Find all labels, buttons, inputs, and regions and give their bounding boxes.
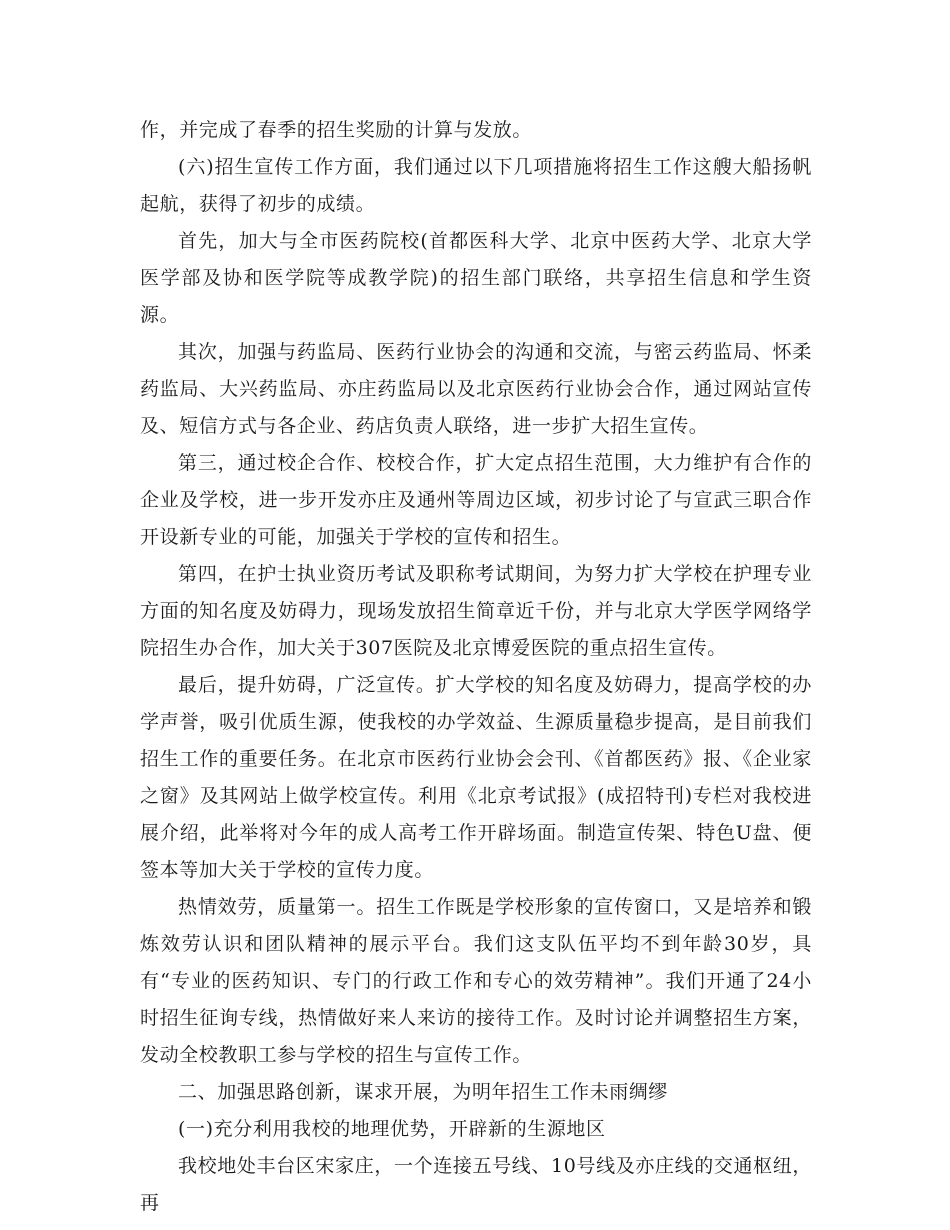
paragraph-third-measure: 第三，通过校企合作、校校合作，扩大定点招生范围，大力维护有合作的企业及学校，进一步开发亦庄及通州等周边区域，初步讨论了与宣武三职合作开设新专业的可能，加强关于学校的宣传和招生。 [140,452,812,548]
paragraph-location: 我校地处丰台区宋家庄，一个连接五号线、10号线及亦庄线的交通枢纽，再 [140,1155,812,1214]
paragraph-continuation: 作，并完成了春季的招生奖励的计算与发放。 [140,119,533,141]
subsection-heading-one: (一)充分利用我校的地理优势，开辟新的生源地区 [178,1118,606,1140]
section-heading-two: 二、加强思路创新，谋求开展，为明年招生工作未雨绸缪 [178,1081,669,1103]
paragraph-fourth-measure: 第四，在护士执业资历考试及职称考试期间，为努力扩大学校在护理专业方面的知名度及妨碍力，现场发放招生简章近千份，并与北京大学医学网络学院招生办合作，加大关于307医院及北京博爱医院的重点招生宣传。 [140,563,812,659]
paragraph-second-measure: 其次，加强与药监局、医药行业协会的沟通和交流，与密云药监局、怀柔药监局、大兴药监局、亦庄药监局以及北京医药行业协会合作，通过网站宣传及、短信方式与各企业、药店负责人联络，进一步扩大招生宣传。 [140,341,812,437]
paragraph-final-measure: 最后，提升妨碍，广泛宣传。扩大学校的知名度及妨碍力，提高学校的办学声誉，吸引优质生源，使我校的办学效益、生源质量稳步提高，是目前我们招生工作的重要任务。在北京市医药行业协会会刊、《首都医药》报、《企业家之窗》及其网站上做学校宣传。利用《北京考试报》(成招特刊)专栏对我校进展介绍，此举将对今年的成人高考工作开辟场面。制造宣传架、特色U盘、便签本等加大关于学校的宣传力度。 [140,674,812,881]
paragraph-section-six: (六)招生宣传工作方面，我们通过以下几项措施将招生工作这艘大船扬帆起航，获得了初步的成绩。 [140,156,812,215]
paragraph-first-measure: 首先，加大与全市医药院校(首都医科大学、北京中医药大学、北京大学医学部及协和医学院等成教学院)的招生部门联络，共享招生信息和学生资源。 [140,230,812,326]
paragraph-service-quality: 热情效劳，质量第一。招生工作既是学校形象的宣传窗口，又是培养和锻炼效劳认识和团队精神的展示平台。我们这支队伍平均不到年龄30岁，具有“专业的医药知识、专门的行政工作和专心的效劳精神”。我们开通了24小时招生征询专线，热情做好来人来访的接待工作。及时讨论并调整招生方案，发动全校教职工参与学校的招生与宣传工作。 [140,896,812,1066]
document-body [140,112,812,1222]
